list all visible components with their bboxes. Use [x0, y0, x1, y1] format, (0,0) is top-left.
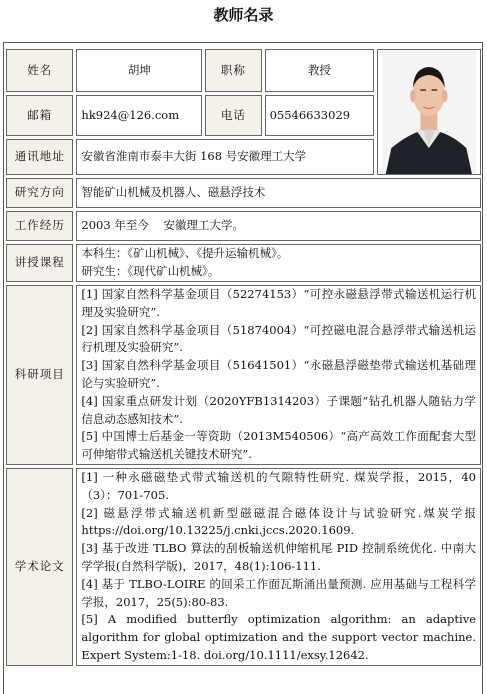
- courses-undergrad: 本科生：《矿山机械》、《提升运输机械》。: [81, 246, 289, 261]
- experience-value: 2003 年至今 安徽理工大学。: [76, 211, 481, 241]
- paper-item: [1] 一种永磁磁垫式带式输送机的气隙特性研究. 煤炭学报，2015，40（3）：701-705.: [81, 469, 476, 502]
- projects-label: 科研项目: [6, 285, 73, 465]
- paper-item: [4] 基于 TLBO-LOIRE 的回采工作面瓦斯涌出量预测. 应用基础与工程科学学报，2017，25(5):80-83.: [81, 576, 476, 609]
- courses-value: [76, 244, 481, 282]
- courses-grad: 研究生：《现代矿山机械》。: [81, 264, 220, 278]
- project-item: [5] 中国博士后基金一等资助（2013M540506）“高产高效工作面配套大型可伸缩带式输送机关键技术研究”.: [81, 429, 476, 462]
- paper-item: [5] A modified butterfly optimization algorithm: an adaptive algorithm for global optimization and the support vector machine. Expert System:1-18. doi.org/10.1111/exsy.12642.: [81, 612, 476, 662]
- projects-value: [76, 285, 481, 465]
- name-label: 姓名: [6, 49, 73, 92]
- email-label: 邮箱: [6, 95, 73, 137]
- phone-value: 05546633029: [265, 95, 375, 137]
- project-item: [3] 国家自然科学基金项目（51641501）“永磁悬浮磁垫带式输送机基础理论与实验研究”.: [81, 358, 476, 390]
- research-label: 研究方向: [6, 178, 73, 208]
- courses-label: 讲授课程: [6, 244, 73, 282]
- project-item: [2] 国家自然科学基金项目（51874004）“可控磁电混合悬浮带式输送机运行机理及实验研究”.: [81, 322, 476, 355]
- address-label: 通讯地址: [6, 139, 73, 175]
- paper-item: [2] 磁悬浮带式输送机新型磁磁混合磁体设计与试验研究.煤炭学报 https://doi.org/10.13225/j.cnki.jccs.2020.1609.: [81, 505, 476, 538]
- photo-cell: [377, 49, 481, 175]
- name-value: 胡坤: [76, 49, 202, 92]
- papers-value: [76, 468, 481, 666]
- address-value: 安徽省淮南市泰丰大街 168 号安徽理工大学: [76, 139, 374, 175]
- page-title: 教师名录: [213, 6, 274, 24]
- portrait-image: [382, 50, 476, 174]
- experience-label: 工作经历: [6, 211, 73, 241]
- title-label: 职称: [205, 49, 261, 92]
- teacher-profile-table: [3, 46, 484, 669]
- project-item: [1] 国家自然科学基金项目（52274153）“可控永磁悬浮带式输送机运行机理及实验研究”.: [81, 287, 476, 319]
- portrait-photo: [382, 50, 476, 174]
- research-value: 智能矿山机械及机器人、磁悬浮技术: [76, 178, 481, 208]
- paper-item: [3] 基于改进 TLBO 算法的刮板输送机伸缩机尾 PID 控制系统优化. 中南大学学报(自然科学版)，2017，48(1):106-111.: [81, 541, 476, 573]
- email-value: hk924@126.com: [76, 95, 202, 137]
- papers-label: 学术论文: [6, 468, 73, 666]
- title-value: 教授: [265, 49, 375, 92]
- project-item: [4] 国家重点研发计划（2020YFB1314203）子课题“钻孔机器人随钻力学信息动态感知技术”.: [81, 393, 476, 426]
- phone-label: 电话: [205, 95, 261, 137]
